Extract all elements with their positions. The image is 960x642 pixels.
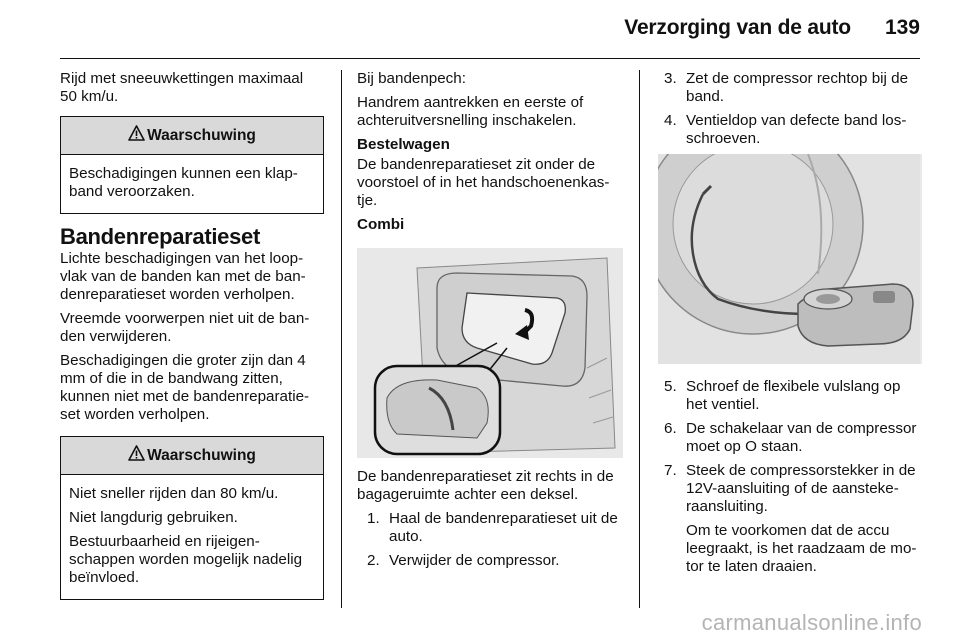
steps-list-1 xyxy=(367,510,623,570)
page-header xyxy=(624,16,920,40)
section-heading: Bandenreparatieset xyxy=(60,224,261,249)
step-number: 4. xyxy=(664,112,677,129)
list-item xyxy=(664,70,922,106)
subheading-combi: Combi xyxy=(357,216,405,233)
step-number: 3. xyxy=(664,70,677,87)
paragraph: Beschadigingen die groter zijn dan 4 mm of die in de bandwang zitten, kunnen niet met de bandenreparatieset worden verholpen. xyxy=(60,352,310,423)
warning-line: Bestuurbaarheid en rijeigenschappen worden mogelijk nadelig beïnvloed. xyxy=(69,533,303,586)
paragraph: De bandenreparatieset zit onder de voorstoel of in het handschoenenkastje. xyxy=(357,156,610,209)
page-number: 139 xyxy=(884,16,920,39)
paragraph: Bij bandenpech: xyxy=(357,70,466,87)
warning-line: Niet langdurig gebruiken. xyxy=(69,509,238,526)
step-text: Verwijder de compressor. xyxy=(389,552,560,569)
warning-triangle-icon xyxy=(128,125,145,146)
step-number: 5. xyxy=(664,378,677,395)
warning-header xyxy=(61,437,323,475)
paragraph: Handrem aantrekken en eerste of achteruitversnelling inschakelen. xyxy=(357,94,584,129)
list-item xyxy=(367,552,623,570)
warning-triangle-icon xyxy=(128,445,145,466)
column-divider xyxy=(341,70,342,608)
column-2 xyxy=(357,70,623,576)
step-text: Schroef de flexibele vulslang op het ventiel. xyxy=(686,378,901,413)
compressor-hose-illustration xyxy=(658,154,922,364)
warning-title: Waarschuwing xyxy=(147,446,256,464)
step-number: 2. xyxy=(367,552,380,569)
step-text: Steek de compressorstekker in de 12V-aansluiting of de aanstekeraansluiting. xyxy=(686,462,916,515)
step-text: De schakelaar van de compressor moet op O staan. xyxy=(686,420,917,455)
warning-text: Beschadigingen kunnen een klapband veroorzaken. xyxy=(69,165,298,200)
step-text: Zet de compressor rechtop bij de band. xyxy=(686,70,909,105)
warning-body xyxy=(61,475,323,599)
subheading-bestelwagen: Bestelwagen xyxy=(357,136,450,153)
warning-body xyxy=(61,155,323,213)
column-divider xyxy=(639,70,640,608)
column-3 xyxy=(656,70,922,582)
paragraph: Lichte beschadigingen van het loopvlak van de banden kan met de bandenreparatieset worden verholpen. xyxy=(60,250,306,303)
step-text: Haal de bandenreparatieset uit de auto. xyxy=(389,510,618,545)
list-item xyxy=(664,420,922,456)
figure-caption: De bandenreparatieset zit rechts in de bagageruimte achter een deksel. xyxy=(357,468,614,503)
warning-line: Niet sneller rijden dan 80 km/u. xyxy=(69,485,279,502)
watermark: carmanualsonline.info xyxy=(701,610,922,635)
column-1 xyxy=(60,70,324,612)
list-item xyxy=(664,462,922,516)
list-item xyxy=(367,510,623,546)
list-item xyxy=(664,378,922,414)
step-number: 1. xyxy=(367,510,380,527)
warning-box-1 xyxy=(60,116,324,214)
warning-header xyxy=(61,117,323,155)
step-text: Ventieldop van defecte band losschroeven. xyxy=(686,112,907,147)
step-number: 7. xyxy=(664,462,677,479)
intro-text: Rijd met sneeuwkettingen maximaal 50 km/u. xyxy=(60,70,304,105)
steps-list-2 xyxy=(664,70,922,148)
steps-list-3 xyxy=(664,378,922,516)
repair-kit-location-illustration xyxy=(357,248,623,458)
paragraph: Vreemde voorwerpen niet uit de banden verwijderen. xyxy=(60,310,310,345)
page-title: Verzorging van de auto xyxy=(624,16,851,39)
warning-title: Waarschuwing xyxy=(147,126,256,144)
note-text: Om te voorkomen dat de accu leegraakt, is het raadzaam de motor te laten draaien. xyxy=(686,522,917,575)
list-item xyxy=(664,112,922,148)
header-rule xyxy=(60,58,920,59)
warning-box-2 xyxy=(60,436,324,600)
step-number: 6. xyxy=(664,420,677,437)
